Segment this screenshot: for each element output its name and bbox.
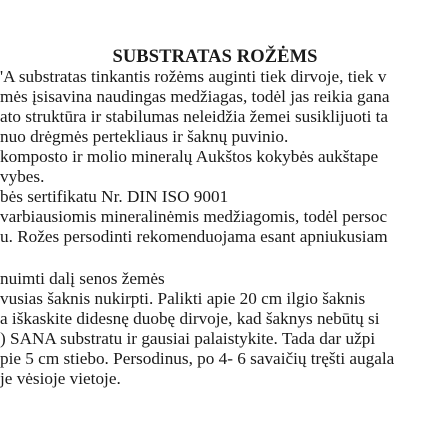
text-line: pie 5 cm stiebo. Persodinus, po 4- 6 savaičių tręšti augala	[0, 349, 395, 368]
text-line: vybes.	[0, 167, 45, 186]
text-line: je vėsioje vietoje.	[0, 369, 121, 388]
text-line: varbiausiomis mineralinėmis medžiagomis, todėl persoc	[0, 207, 388, 226]
text-line: komposto ir molio mineralų Aukštos kokybės aukštape	[0, 147, 379, 166]
text-line: bės sertifikatu Nr. DIN ISO 9001	[0, 187, 229, 206]
text-line: ) SANA substratu ir gausiai palaistykite. Tada dar užpi	[0, 329, 376, 348]
text-line: mės įsisavina naudingas medžiagas, todėl jas reikia gana	[0, 87, 390, 106]
text-line: u. Rožes persodinti rekomenduojama esant apniukusiam	[0, 227, 388, 246]
text-line: 'A substratas tinkantis rožėms auginti tiek dirvoje, tiek v	[0, 67, 387, 86]
text-line: vusias šaknis nukirpti. Palikti apie 20 cm ilgio šaknis	[0, 289, 366, 308]
text-line: a iškaskite didesnę duobę dirvoje, kad šaknys nebūtų si	[0, 309, 380, 328]
text-line: nuo drėgmės pertekliaus ir šaknų puvinio.	[0, 127, 289, 146]
text-line: ato struktūra ir stabilumas neleidžia žemei susiklijuoti ta	[0, 107, 389, 126]
text-line: nuimti dalį senos žemės	[0, 269, 165, 288]
document-title: SUBSTRATAS ROŽĖMS	[112, 47, 318, 67]
